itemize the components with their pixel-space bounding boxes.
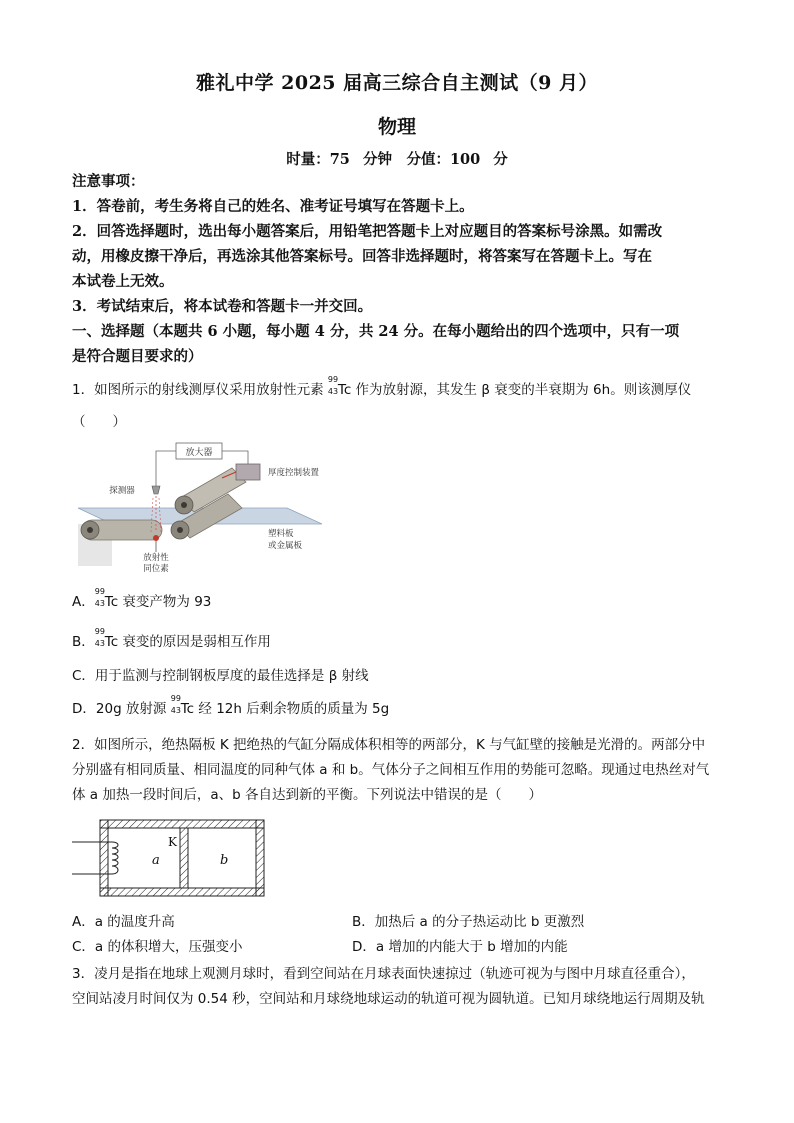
q1-stem-text-a: 1．如图所示的射线测厚仪采用放射性元素 — [72, 382, 328, 398]
control-device-box — [236, 464, 260, 480]
q1-option-a-text: 衰变产物为 93 — [118, 594, 212, 610]
exam-meta: 时量：75 分钟 分值：100 分 — [286, 151, 508, 168]
q1-stem-line-1 — [72, 375, 732, 402]
isotope-symbol: Tc — [180, 701, 195, 717]
q1-option-a — [72, 587, 732, 614]
q1-option-a-letter: A． — [72, 594, 95, 610]
isotope-notation — [94, 627, 105, 648]
thickness-gauge-figure — [72, 438, 328, 578]
isotope-atomic-number: 43 — [94, 599, 105, 608]
q3-stem-line-2: 空间站凌月时间仅为 0.54 秒，空间站和月球绕地球运动的轨道可视为圆轨道。已知月球绕地运行周期及轨 — [72, 991, 705, 1007]
plate-label-line-1: 塑料板 — [268, 529, 294, 539]
q1-option-b-text: 衰变的原因是弱相互作用 — [118, 634, 271, 650]
partition-k — [180, 828, 188, 888]
q2-option-a: A．a 的温度升高 — [72, 914, 175, 930]
q1-option-b — [72, 627, 732, 654]
cylinder-figure — [72, 814, 268, 902]
isotope-symbol: Tc — [104, 634, 119, 650]
q2-stem-line-3: 体 a 加热一段时间后，a、b 各自达到新的平衡。下列说法中错误的是（ ） — [72, 787, 542, 803]
q1-option-c: C．用于监测与控制钢板厚度的最佳选择是 β 射线 — [72, 668, 369, 684]
notice-item-3: 3．考试结束后，将本试卷和答题卡一并交回。 — [72, 298, 373, 315]
subject-title: 物理 — [377, 116, 416, 138]
isotope-symbol: Tc — [104, 594, 119, 610]
source-label-line-1: 放射性 — [143, 553, 169, 563]
isotope-mass-number: 99 — [94, 627, 105, 636]
isotope-notation — [94, 587, 105, 608]
section-heading-line-2: 是符合题目要求的） — [72, 348, 203, 365]
isotope-atomic-number: 43 — [327, 387, 339, 396]
notice-item-1: 1．答卷前，考生务将自己的姓名、准考证号填写在答题卡上。 — [72, 198, 474, 215]
q2-stem-line-1: 2．如图所示，绝热隔板 K 把绝热的气缸分隔成体积相等的两部分，K 与气缸壁的接触是光滑的。两部分中 — [72, 737, 706, 753]
source-label-line-2: 同位素 — [143, 564, 169, 574]
q2-stem-line-2: 分别盛有相同质量、相同温度的同种气体 a 和 b。气体分子之间相互作用的势能可忽略。现通过电热丝对气 — [72, 762, 710, 778]
partition-k-label: K — [168, 835, 177, 849]
q1-stem-text-b: 作为放射源，其发生 β 衰变的半衰期为 6h。则该测厚仪 — [351, 382, 692, 398]
notice-heading: 注意事项： — [72, 173, 145, 190]
q2-option-c: C．a 的体积增大，压强变小 — [72, 939, 243, 955]
notice-item-2-line-2: 动，用橡皮擦干净后，再选涂其他答案标号。回答非选择题时，将答案写在答题卡上。写在 — [72, 248, 652, 265]
amplifier-label: 放大器 — [185, 448, 213, 458]
detector-label: 探测器 — [109, 486, 135, 496]
isotope-notation — [170, 694, 181, 715]
q1-option-b-letter: B． — [72, 634, 95, 650]
isotope-mass-number: 99 — [327, 375, 339, 384]
isotope-mass-number: 99 — [170, 694, 181, 703]
q1-option-d — [72, 694, 732, 721]
q1-option-d-text-b: 经 12h 后剩余物质的质量为 5g — [194, 701, 390, 717]
q2-option-b: B．加热后 a 的分子热运动比 b 更激烈 — [352, 914, 585, 930]
notice-item-2-line-3: 本试卷上无效。 — [72, 273, 174, 290]
notice-item-2-line-1: 2．回答选择题时，选出每小题答案后，用铅笔把答题卡上对应题目的答案标号涂黑。如需改 — [72, 223, 663, 240]
q3-stem-line-1: 3．凌月是指在地球上观测月球时，看到空间站在月球表面快速掠过（轨迹可视为与图中月球直径重合）， — [72, 966, 695, 982]
isotope-mass-number: 99 — [94, 587, 105, 596]
exam-title: 雅礼中学 2025 届高三综合自主测试（9 月） — [196, 72, 598, 94]
isotope-atomic-number: 43 — [94, 639, 105, 648]
gas-a-label: a — [152, 853, 160, 868]
control-device-label: 厚度控制装置 — [268, 468, 320, 478]
gas-b-label: b — [220, 853, 229, 868]
section-heading-line-1: 一、选择题（本题共 6 小题，每小题 4 分，共 24 分。在每小题给出的四个选项中，只有一项 — [72, 323, 680, 340]
isotope-atomic-number: 43 — [170, 706, 181, 715]
q1-option-d-text-a: D．20g 放射源 — [72, 701, 171, 717]
plate-label-line-2: 或金属板 — [268, 541, 303, 551]
q2-option-d: D．a 增加的内能大于 b 增加的内能 — [352, 939, 568, 955]
isotope-notation — [327, 375, 339, 396]
isotope-symbol: Tc — [337, 382, 352, 398]
heater-coil-icon — [108, 842, 118, 874]
q1-stem-line-2: （ ） — [72, 414, 126, 430]
radioactive-source-icon — [153, 535, 159, 541]
